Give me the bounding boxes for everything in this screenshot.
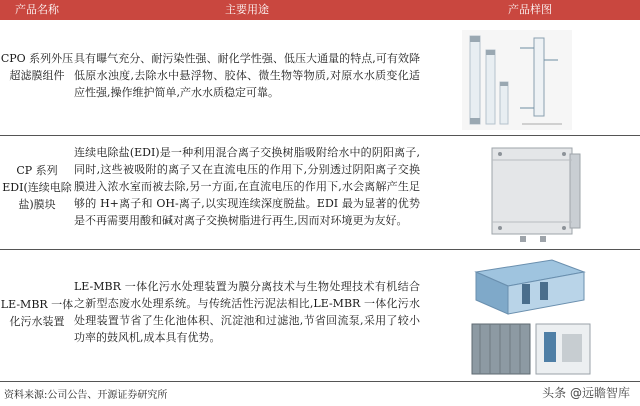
source-note: 资料来源:公司公告、开源证券研究所 — [4, 390, 168, 401]
product-use: 连续电除盐(EDI)是一种利用混合离子交换树脂吸附给水中的阴阳离子,同时,这些被吸附的离子又在直流电压的作用下,分别透过阴阳离子交换膜进入浓水室而被去除,另一方面,在直流电压的作用下,水会离解产生足够的 H+离子和 OH-离子,以实现连续深度脱盐。EDI 最为显著的优势是不再需要用酸和碱对离子交换树脂进行再生,因而对环境更为友好。 — [74, 146, 420, 227]
product-name: LE-MBR 一体化污水装置 — [0, 298, 74, 328]
table-header — [0, 0, 640, 20]
product-name: CPO 系列外压超滤膜组件 — [0, 52, 74, 82]
uf-membrane-modules-image — [462, 30, 572, 130]
edi-module-image — [480, 144, 590, 242]
product-use: 具有曝气充分、耐污染性强、耐化学性强、低压大通量的特点,可有效降低原水浊度,去除水中悬浮物、胶体、微生物等物质,对原水水质变化适应性强,操作维护简单,产水水质稳定可靠。 — [74, 52, 420, 99]
product-name: CP 系列 EDI(连续电除盐)膜块 — [2, 164, 72, 211]
mbr-container-image — [466, 254, 596, 378]
row-divider — [0, 381, 640, 382]
header-product-name: 产品名称 — [15, 3, 59, 16]
table-row — [0, 250, 640, 382]
header-product-image: 产品样图 — [508, 3, 552, 16]
watermark: 头条 @远瞻智库 — [542, 386, 630, 400]
product-use: LE-MBR 一体化污水处理装置为膜分离技术与生物处理技术有机结合之新型态废水处理系统。与传统活性污泥法相比,LE-MBR 一体化污水处理装置节省了生化池体积、沉淀池和过滤池,节省回流泵,采用了较小功率的鼓风机,成本具有优势。 — [74, 280, 420, 344]
table-row — [0, 20, 640, 136]
table-row — [0, 136, 640, 250]
header-main-use: 主要用途 — [225, 3, 269, 16]
